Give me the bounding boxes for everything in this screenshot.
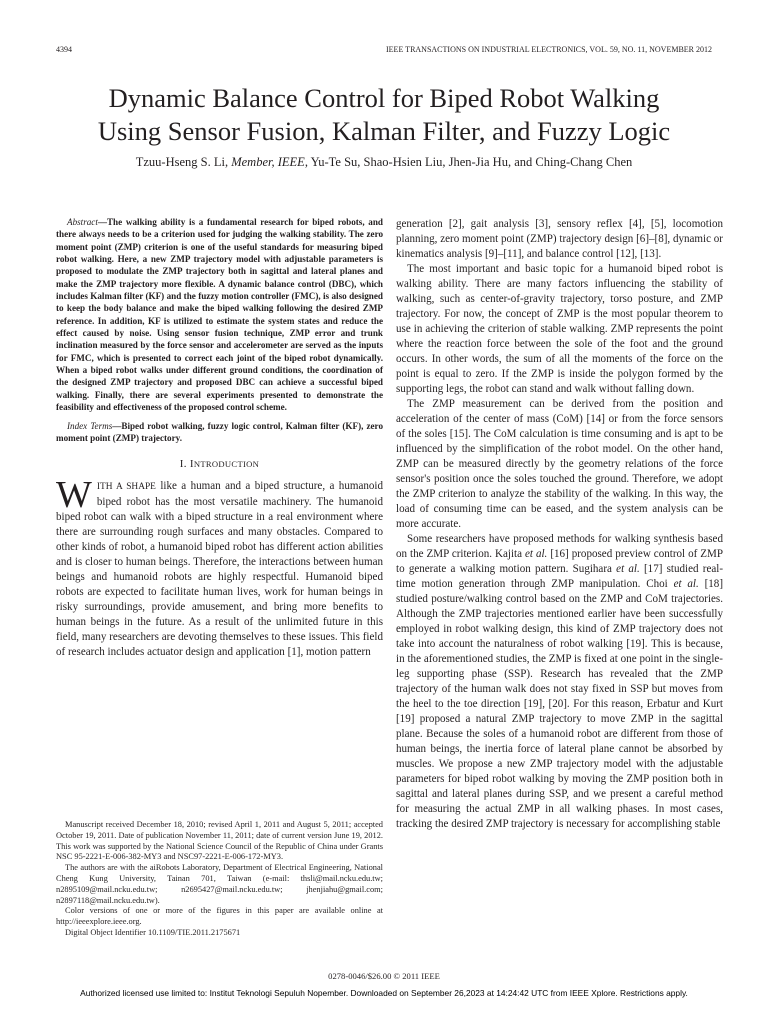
abstract	[56, 216, 383, 414]
first-author-role: Member, IEEE	[231, 155, 305, 169]
running-header	[56, 45, 712, 55]
manuscript-dates: Manuscript received December 18, 2010; revised April 1, 2011 and August 5, 2011; accepted October 19, 2011. Date of publication November 11, 2011; date of current version June 19, 2012. This work was supported by the National Science Council of the Republic of China under Grants NSC 95-2221-E-006-382-MY3 and NSC97-2221-E-006-172-MY3.	[56, 820, 383, 862]
license-access-notice: Authorized licensed use limited to: Institut Teknologi Sepuluh Nopember. Downloaded on September 26,2023 at 14:24:42 UTC from IEEE Xplore. Restrictions apply.	[80, 988, 688, 998]
first-page-footnote	[56, 820, 383, 939]
drop-cap: W	[56, 474, 92, 517]
index-terms-text: —Biped robot walking, fuzzy logic control, Kalman filter (KF), zero moment point (ZMP) trajectory.	[56, 420, 383, 443]
intro-paragraph-1-continued: generation [2], gait analysis [3], sensory reflex [4], [5], locomotion planning, zero moment point (ZMP) trajectory design [6]–[8], dynamic or kinematics analysis [9]–[11], and balance control [12], [13].	[396, 218, 723, 260]
intro-paragraph-4: Some researchers have proposed methods for walking synthesis based on the ZMP criterion. Kajita et al. [16] proposed preview control of ZMP to generate a walking motion pattern. Sugihara et al. [17] studied real-time motion generation through ZMP manipulation. Choi et al. [18] studied posture/walking control based on the ZMP and CoM trajectories. Although the ZMP trajectories mentioned earlier have been successfully employed in robot walking design, this kind of ZMP trajectory does not take into account the naturalness of robot walking [19]. This is because, in the aforementioned studies, the ZMP is fixed at one point in the single-leg supporting phase (SSP). Research has revealed that the ZMP trajectory of the human walk does not stay fixed in SSP but moves from the heel to the toe direction [19], [20]. For this reason, Erbatur and Kurt [19] proposed a natural ZMP trajectory to move ZMP in the sagittal plane. Because the soles of a humanoid robot are different from those of human beings, the inertia force of lateral plane cannot be absorbed by muscles. We propose a new ZMP trajectory model with the adjustable parameters for biped robot walking by moving the ZMP position both in sagittal and lateral planes during SSP, and we present a careful method for measuring the actual ZMP in all walking phases. In most cases, tracking the desired ZMP trajectory is necessary for accomplishing stable	[396, 533, 724, 830]
index-terms	[56, 420, 383, 445]
index-terms-label: Index Terms	[67, 420, 113, 431]
page-number: 4394	[56, 45, 72, 54]
paper-title	[20, 82, 748, 148]
color-versions-note: Color versions of one or more of the figures in this paper are available online at http://ieeexplore.ieee.org.	[56, 906, 383, 927]
issn-copyright-line: 0278-0046/$26.00 © 2011 IEEE	[328, 971, 440, 981]
section-heading-introduction: I. INTRODUCTION	[179, 458, 260, 471]
abstract-text: —The walking ability is a fundamental research for biped robots, and there always needs to be a criterion used for judging the walking stability. The zero moment point (ZMP) criterion is one of the useful standards for measuring biped robot walking. Here, a new ZMP trajectory model with adjustable parameters is proposed to modulate the ZMP trajectory both in sagittal and lateral planes and make the ZMP trajectory more flexible. A dynamic balance control (DBC), which includes Kalman filter (KF) and the fuzzy motion controller (FMC), is also designed to keep the body balance and make the biped walking following the desired ZMP reference. In addition, KF is utilized to estimate the system states and reduce the effect caused by noise. Using sensor fusion technique, ZMP error and trunk inclination measured by the force sensor and accelerometer are served as the inputs for FMC, which is presented to correct each joint of the biped robot dynamically. When a biped robot walks under different ground conditions, the coordination of the designed ZMP trajectory and proposed DBC can achieve a successful biped walking. Finally, there are several experiments presented to demonstrate the feasibility and effectiveness of the proposed control scheme.	[56, 217, 383, 413]
author-list	[20, 155, 748, 170]
title-line-1: Dynamic Balance Control for Biped Robot Walking	[108, 83, 660, 113]
journal-line: IEEE TRANSACTIONS ON INDUSTRIAL ELECTRONICS, VOL. 59, NO. 11, NOVEMBER 2012	[386, 45, 712, 54]
intro-paragraph-2: The most important and basic topic for a humanoid biped robot is walking ability. There are many factors influencing the stability of walking, such as center-of-gravity trajectory, torso posture, and ZMP trajectory. For now, the concept of ZMP is the most popular theorem to use in achieving the criterion of stable walking. ZMP represents the point where the reaction force between the sole of the foot and the ground occurs. In other words, the sum of all the moments of the force on the point is equal to zero. If the ZMP is inside the polygon formed by the supporting legs, the robot can stand and walk without falling down.	[396, 263, 723, 395]
left-column	[56, 216, 383, 660]
title-line-2: Using Sensor Fusion, Kalman Filter, and Fuzzy Logic	[97, 116, 671, 146]
intro-paragraph-3: The ZMP measurement can be derived from the position and acceleration of the center of mass (CoM) [14] or from the force sensors of the soles [15]. The CoM calculation is time consuming and is apt to be influenced by the simplification of the robot model. On the other hand, ZMP can be measured directly by the geometry relations of the force sensor's position once the soles touched the ground. Therefore, we adopt the ZMP criterion to analyze the stability of the walking. In this way, the load of consuming time can be eased, and the system analysis can be more accurate.	[396, 398, 723, 530]
intro-paragraph-1-text: like a human and a biped structure, a humanoid biped robot has the most versatile machinery. The humanoid biped robot can walk with a biped structure in a real environment where there are surrounding rough surfaces and many obstacles. Compared to other kinds of robot, a humanoid biped robot has different action abilities and is closer to human beings. Therefore, the interactions between human beings and humanoid robots are highly respectful. Humanoid biped robots are expected to facilitate human lives, work for human beings in risky surroundings, provide amusement, and bring more benefits to human beings in the future. As a result of the unlimited future in this field, many researchers are devoting themselves to these issues. This field of research includes actuator design and application [1], motion pattern	[56, 480, 383, 659]
author-affiliation: The authors are with the aiRobots Laboratory, Department of Electrical Engineering, National Cheng Kung University, Tainan 701, Taiwan (e-mail: thsli@mail.ncku.edu.tw; n2895109@mail.ncku.edu.tw; n2695427@mail.ncku.edu.tw; jhenjiahu@gmail.com; n2897118@mail.ncku.edu.tw).	[56, 863, 383, 905]
doi-line: Digital Object Identifier 10.1109/TIE.2011.2175671	[65, 927, 241, 937]
first-author: Tzuu-Hseng S. Li,	[135, 155, 232, 169]
right-column	[396, 217, 723, 832]
abstract-label: Abstract	[67, 217, 98, 227]
other-authors: , Yu-Te Su, Shao-Hsien Liu, Jhen-Jia Hu, and Ching-Chang Chen	[304, 155, 633, 169]
intro-lead-caps: ITH A SHAPE	[96, 482, 156, 493]
intro-paragraph-1	[56, 474, 383, 660]
